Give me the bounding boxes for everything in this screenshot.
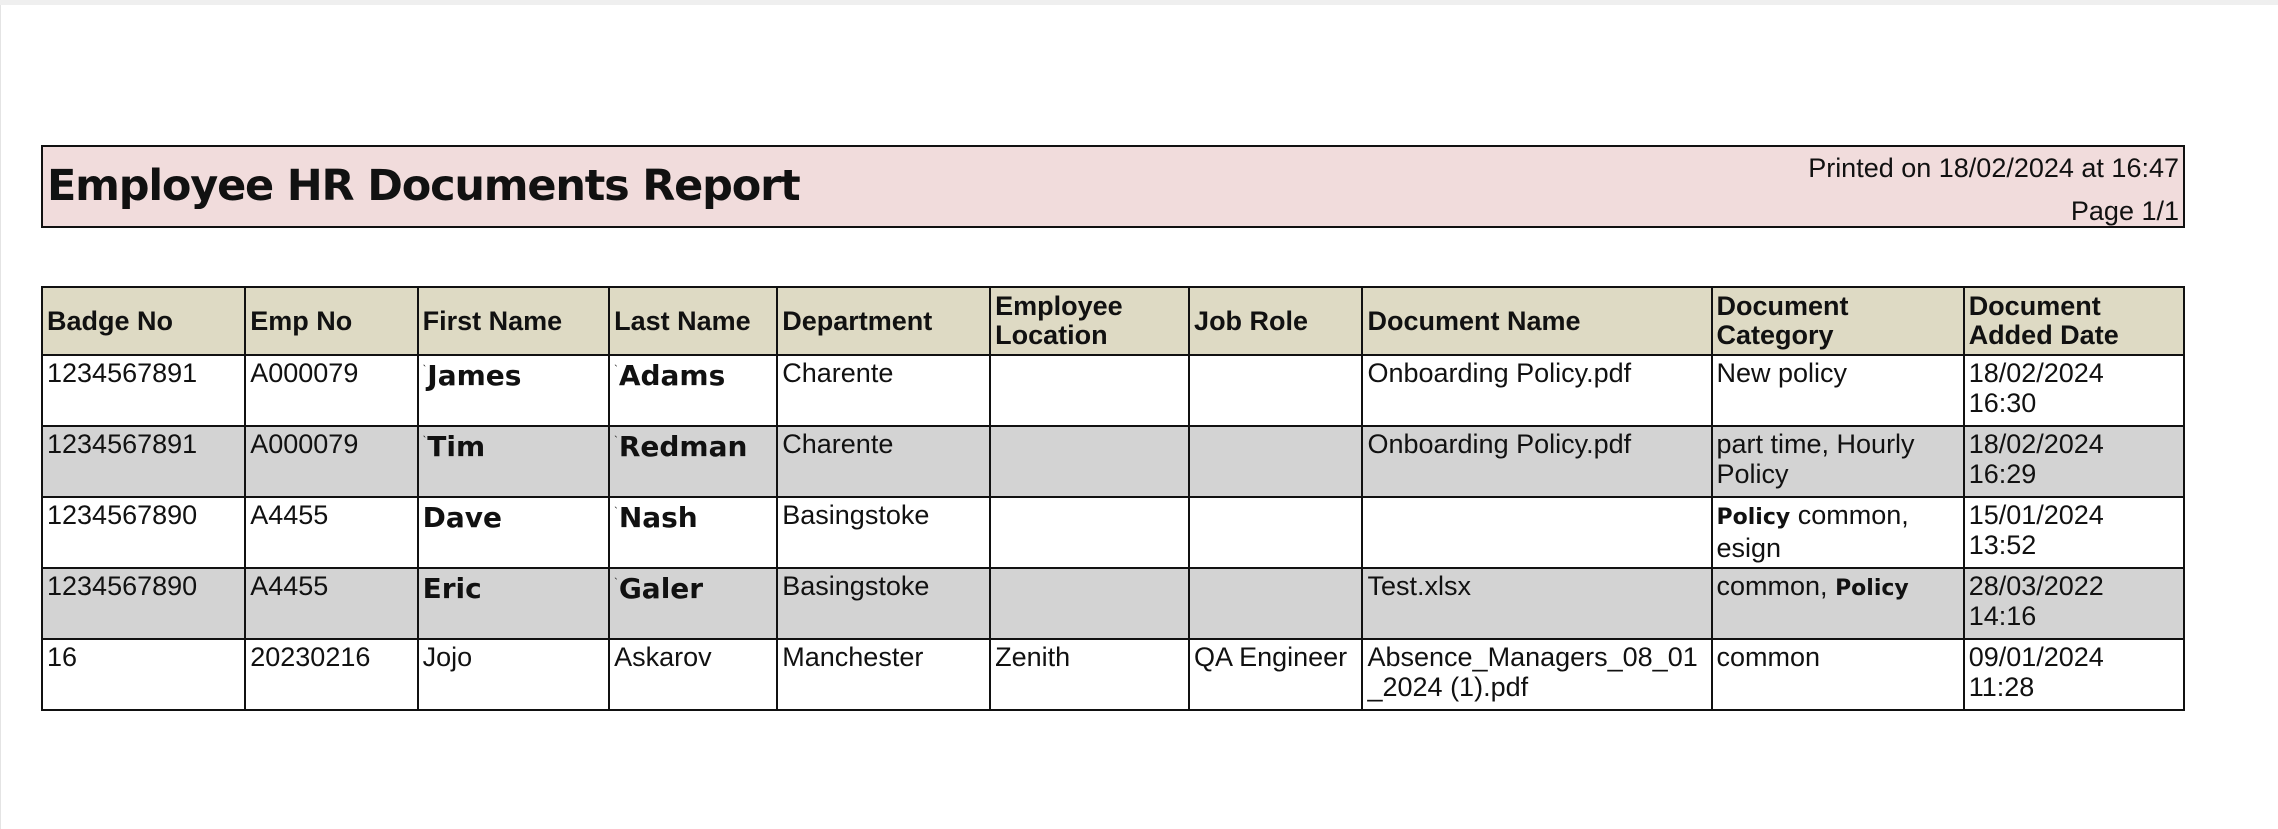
badge-no-cell: 1234567891 [42, 355, 245, 426]
page-left-edge [0, 5, 1, 829]
job-role-cell [1189, 497, 1362, 568]
table-row [42, 639, 2184, 710]
department-cell: Charente [777, 355, 990, 426]
document-name-cell: Onboarding Policy.pdf [1362, 355, 1711, 426]
location-cell [990, 426, 1189, 497]
col-header-employee-location[interactable]: Employee Location [990, 287, 1189, 355]
emp-no-cell: A000079 [245, 426, 417, 497]
category-policy-tag: Policy [1716, 505, 1791, 530]
emp-no-cell: A000079 [245, 355, 417, 426]
col-header-badge-no[interactable]: Badge No [42, 287, 245, 355]
col-header-first-name[interactable]: First Name [418, 287, 610, 355]
document-name-cell: Onboarding Policy.pdf [1362, 426, 1711, 497]
document-category-cell: common [1712, 639, 1964, 710]
first-name-cell [418, 497, 610, 568]
emp-no-cell: A4455 [245, 568, 417, 639]
location-cell [990, 568, 1189, 639]
added-date-text: 18/02/2024 [1968, 358, 2104, 388]
document-name-cell: Absence_Managers_08_01_2024 (1).pdf [1362, 639, 1711, 710]
category-text: common, esign [1716, 500, 1909, 563]
last-name-text: Nash [618, 501, 698, 534]
table-row [42, 568, 2184, 639]
last-name-text: Adams [618, 359, 726, 392]
report-title: Employee HR Documents Report [47, 161, 800, 211]
last-name-cell [609, 355, 777, 426]
emp-no-cell: A4455 [245, 497, 417, 568]
category-text: common, [1716, 571, 1828, 601]
first-name-text: Dave [422, 501, 502, 534]
tick-mark: ` [614, 364, 618, 376]
col-header-last-name[interactable]: Last Name [609, 287, 777, 355]
table-row [42, 497, 2184, 568]
job-role-cell [1189, 426, 1362, 497]
department-cell: Basingstoke [777, 497, 990, 568]
printed-on-text: Printed on 18/02/2024 at 16:47 [1808, 153, 2179, 183]
first-name-cell: Jojo [418, 639, 610, 710]
document-category-cell: part time, Hourly Policy [1712, 426, 1964, 497]
document-category-cell [1712, 568, 1964, 639]
table-header-row [42, 287, 2184, 355]
tick-mark: ` [614, 577, 618, 589]
added-time-text: 14:16 [1968, 601, 2037, 631]
department-cell: Manchester [777, 639, 990, 710]
badge-no-cell: 1234567890 [42, 568, 245, 639]
job-role-cell [1189, 568, 1362, 639]
badge-no-cell: 1234567891 [42, 426, 245, 497]
added-date-text: 15/01/2024 [1968, 500, 2104, 530]
badge-no-cell: 16 [42, 639, 245, 710]
added-date-text: 09/01/2024 [1968, 642, 2104, 672]
viewer-top-strip [0, 0, 2278, 5]
report-header [41, 145, 2185, 228]
added-date-cell [1964, 639, 2184, 710]
added-time-text: 13:52 [1968, 530, 2037, 560]
location-cell [990, 355, 1189, 426]
job-role-cell [1189, 355, 1362, 426]
col-header-job-role[interactable]: Job Role [1189, 287, 1362, 355]
document-category-cell [1712, 497, 1964, 568]
table-row [42, 426, 2184, 497]
document-name-cell: Test.xlsx [1362, 568, 1711, 639]
col-header-department[interactable]: Department [777, 287, 990, 355]
added-date-text: 18/02/2024 [1968, 429, 2104, 459]
added-date-text: 28/03/2022 [1968, 571, 2104, 601]
emp-no-cell: 20230216 [245, 639, 417, 710]
category-policy-tag: Policy [1835, 576, 1909, 601]
last-name-cell [609, 426, 777, 497]
document-category-cell: New policy [1712, 355, 1964, 426]
tick-mark: ` [614, 435, 618, 447]
added-date-cell [1964, 355, 2184, 426]
tick-mark: ` [614, 506, 618, 518]
location-cell: Zenith [990, 639, 1189, 710]
added-time-text: 16:29 [1968, 459, 2037, 489]
added-date-cell [1964, 497, 2184, 568]
first-name-text: Tim [427, 430, 486, 463]
page-number: Page 1/1 [2070, 196, 2179, 226]
department-cell: Charente [777, 426, 990, 497]
col-header-emp-no[interactable]: Emp No [245, 287, 417, 355]
job-role-cell: QA Engineer [1189, 639, 1362, 710]
last-name-cell [609, 497, 777, 568]
document-name-cell [1362, 497, 1711, 568]
last-name-text: Galer [618, 572, 704, 605]
added-date-cell [1964, 426, 2184, 497]
first-name-text: Eric [422, 572, 482, 605]
hr-documents-table [41, 286, 2185, 711]
added-date-cell [1964, 568, 2184, 639]
tick-mark: ` [422, 364, 427, 376]
first-name-text: James [427, 359, 522, 392]
last-name-cell: Askarov [609, 639, 777, 710]
col-header-document-added-date[interactable]: Document Added Date [1964, 287, 2184, 355]
col-header-document-category[interactable]: Document Category [1712, 287, 1964, 355]
department-cell: Basingstoke [777, 568, 990, 639]
col-header-document-name[interactable]: Document Name [1362, 287, 1711, 355]
tick-mark: ` [422, 435, 427, 447]
added-time-text: 16:30 [1968, 388, 2037, 418]
location-cell [990, 497, 1189, 568]
badge-no-cell: 1234567890 [42, 497, 245, 568]
first-name-cell [418, 355, 610, 426]
table-row [42, 355, 2184, 426]
added-time-text: 11:28 [1968, 672, 2035, 702]
last-name-cell [609, 568, 777, 639]
first-name-cell [418, 426, 610, 497]
last-name-text: Redman [618, 430, 748, 463]
first-name-cell [418, 568, 610, 639]
